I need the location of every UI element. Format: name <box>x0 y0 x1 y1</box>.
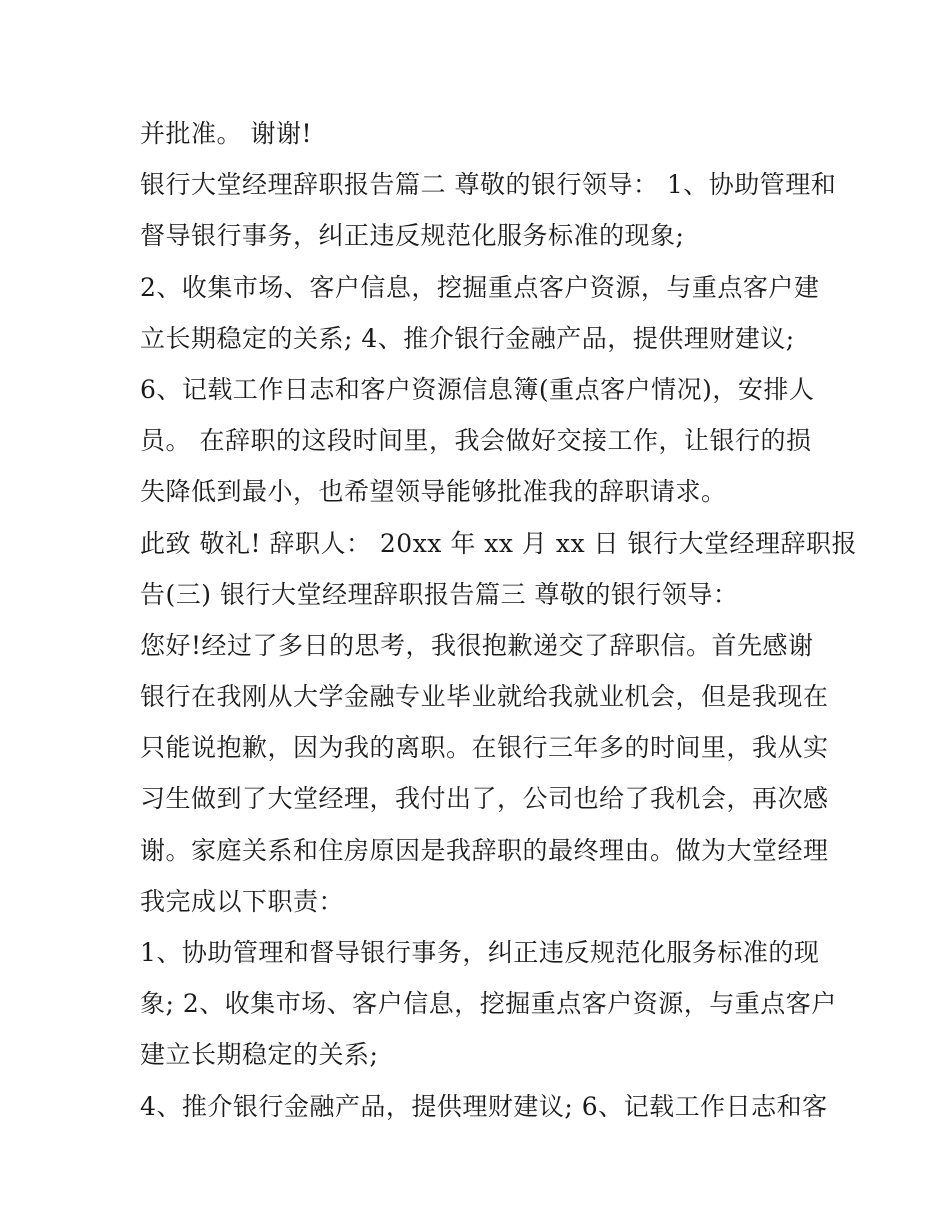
text-line: 象; 2、收集市场、客户信息，挖掘重点客户资源，与重点客户 <box>140 989 837 1019</box>
text-line: 您好!经过了多日的思考，我很抱歉递交了辞职信。首先感谢 <box>140 630 814 660</box>
text-line: 员。 在辞职的这段时间里，我会做好交接工作，让银行的损 <box>140 426 812 456</box>
text-line: 1、协助管理和督导银行事务，纠正违反规范化服务标准的现 <box>140 938 820 967</box>
text-line: 我完成以下职责： <box>140 886 345 916</box>
text-line: 银行大堂经理辞职报告篇二 尊敬的银行领导： 1、协助管理和 <box>140 170 837 200</box>
document-body <box>140 108 857 1132</box>
text-line: 建立长期稳定的关系; <box>140 1040 379 1070</box>
text-line: 6、记载工作日志和客户资源信息簿(重点客户情况)，安排人 <box>140 374 815 404</box>
text-line: 并批准。 谢谢! <box>140 119 312 148</box>
text-line: 2、收集市场、客户信息，挖掘重点客户资源，与重点客户建 <box>140 272 820 302</box>
text-line: 谢。家庭关系和住房原因是我辞职的最终理由。做为大堂经理 <box>140 835 829 865</box>
text-line: 失降低到最小，也希望领导能够批准我的辞职请求。 <box>140 477 727 507</box>
text-line: 此致 敬礼! 辞职人： 20xx 年 xx 月 xx 日 银行大堂经理辞职报 <box>140 528 857 558</box>
text-line: 督导银行事务，纠正违反规范化服务标准的现象; <box>140 221 685 251</box>
text-line: 立长期稳定的关系; 4、推介银行金融产品，提供理财建议; <box>140 323 795 353</box>
text-line: 告(三) 银行大堂经理辞职报告篇三 尊敬的银行领导： <box>140 579 739 609</box>
text-line: 银行在我刚从大学金融专业毕业就给我就业机会，但是我现在 <box>140 682 829 712</box>
text-line: 只能说抱歉，因为我的离职。在银行三年多的时间里，我从实 <box>140 733 829 763</box>
text-line: 习生做到了大堂经理，我付出了，公司也给了我机会，再次感 <box>140 784 829 814</box>
text-line: 4、推介银行金融产品，提供理财建议; 6、记载工作日志和客 <box>140 1091 828 1121</box>
